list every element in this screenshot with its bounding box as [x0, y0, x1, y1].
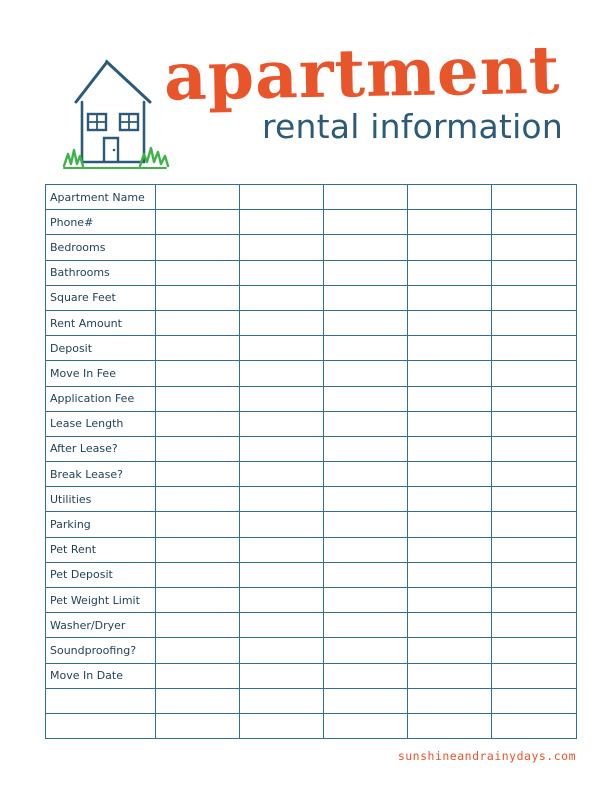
entry-cell[interactable]: [156, 638, 240, 663]
entry-cell[interactable]: [408, 361, 492, 386]
entry-cell[interactable]: [156, 613, 240, 638]
entry-cell[interactable]: [408, 235, 492, 260]
table-row: [46, 487, 577, 512]
entry-cell[interactable]: [408, 663, 492, 688]
entry-cell[interactable]: [324, 663, 408, 688]
entry-cell[interactable]: [324, 512, 408, 537]
entry-cell[interactable]: [492, 713, 577, 738]
row-label: [46, 713, 156, 738]
table-row: [46, 235, 577, 260]
entry-cell[interactable]: [240, 512, 324, 537]
row-label: Bedrooms: [46, 235, 156, 260]
entry-cell[interactable]: [408, 487, 492, 512]
entry-cell[interactable]: [324, 713, 408, 738]
entry-cell[interactable]: [324, 588, 408, 613]
row-label: Rent Amount: [46, 310, 156, 335]
table-row: [46, 462, 577, 487]
entry-cell[interactable]: [240, 562, 324, 587]
entry-cell[interactable]: [156, 310, 240, 335]
entry-cell[interactable]: [240, 386, 324, 411]
entry-cell[interactable]: [240, 462, 324, 487]
entry-cell[interactable]: [492, 386, 577, 411]
entry-cell[interactable]: [408, 588, 492, 613]
entry-cell[interactable]: [240, 185, 324, 210]
row-label: Deposit: [46, 336, 156, 361]
entry-cell[interactable]: [408, 260, 492, 285]
entry-cell[interactable]: [240, 411, 324, 436]
row-label: [46, 688, 156, 713]
entry-cell[interactable]: [156, 411, 240, 436]
row-label: Break Lease?: [46, 462, 156, 487]
table-row: [46, 713, 577, 738]
entry-cell[interactable]: [492, 310, 577, 335]
entry-cell[interactable]: [324, 436, 408, 461]
entry-cell[interactable]: [156, 487, 240, 512]
table-row: [46, 663, 577, 688]
website-footer: sunshineandrainydays.com: [397, 749, 576, 763]
entry-cell[interactable]: [324, 260, 408, 285]
entry-cell[interactable]: [324, 310, 408, 335]
entry-cell[interactable]: [492, 588, 577, 613]
entry-cell[interactable]: [492, 336, 577, 361]
entry-cell[interactable]: [240, 310, 324, 335]
entry-cell[interactable]: [492, 185, 577, 210]
entry-cell[interactable]: [408, 436, 492, 461]
table-row: [46, 310, 577, 335]
table-row: [46, 210, 577, 235]
entry-cell[interactable]: [156, 336, 240, 361]
entry-cell[interactable]: [408, 638, 492, 663]
house-icon: [62, 58, 170, 172]
entry-cell[interactable]: [156, 462, 240, 487]
entry-cell[interactable]: [324, 462, 408, 487]
entry-cell[interactable]: [240, 436, 324, 461]
table-row: [46, 436, 577, 461]
table-row: [46, 185, 577, 210]
page-subtitle: rental information: [262, 107, 563, 146]
table-row: [46, 285, 577, 310]
entry-cell[interactable]: [156, 210, 240, 235]
row-label: Washer/Dryer: [46, 613, 156, 638]
entry-cell[interactable]: [492, 436, 577, 461]
entry-cell[interactable]: [408, 462, 492, 487]
entry-cell[interactable]: [240, 361, 324, 386]
entry-cell[interactable]: [492, 512, 577, 537]
entry-cell[interactable]: [408, 613, 492, 638]
row-label: Parking: [46, 512, 156, 537]
entry-cell[interactable]: [156, 260, 240, 285]
entry-cell[interactable]: [408, 537, 492, 562]
entry-cell[interactable]: [324, 386, 408, 411]
entry-cell[interactable]: [156, 562, 240, 587]
entry-cell[interactable]: [408, 336, 492, 361]
entry-cell[interactable]: [324, 185, 408, 210]
entry-cell[interactable]: [324, 285, 408, 310]
rental-comparison-table: [45, 184, 577, 739]
entry-cell[interactable]: [156, 436, 240, 461]
entry-cell[interactable]: [240, 235, 324, 260]
row-label: Application Fee: [46, 386, 156, 411]
entry-cell[interactable]: [324, 562, 408, 587]
entry-cell[interactable]: [492, 361, 577, 386]
entry-cell[interactable]: [408, 512, 492, 537]
entry-cell[interactable]: [408, 411, 492, 436]
row-label: Bathrooms: [46, 260, 156, 285]
entry-cell[interactable]: [324, 537, 408, 562]
row-label: Utilities: [46, 487, 156, 512]
table-row: [46, 512, 577, 537]
entry-cell[interactable]: [492, 411, 577, 436]
row-label: Phone#: [46, 210, 156, 235]
entry-cell[interactable]: [156, 285, 240, 310]
row-label: Lease Length: [46, 411, 156, 436]
entry-cell[interactable]: [240, 336, 324, 361]
entry-cell[interactable]: [408, 285, 492, 310]
entry-cell[interactable]: [240, 713, 324, 738]
table-row: [46, 588, 577, 613]
entry-cell[interactable]: [408, 688, 492, 713]
row-label: Move In Date: [46, 663, 156, 688]
entry-cell[interactable]: [492, 260, 577, 285]
entry-cell[interactable]: [492, 638, 577, 663]
entry-cell[interactable]: [408, 386, 492, 411]
entry-cell[interactable]: [324, 235, 408, 260]
entry-cell[interactable]: [156, 663, 240, 688]
entry-cell[interactable]: [324, 210, 408, 235]
entry-cell[interactable]: [408, 210, 492, 235]
entry-cell[interactable]: [156, 713, 240, 738]
entry-cell[interactable]: [324, 688, 408, 713]
row-label: Move In Fee: [46, 361, 156, 386]
table-row: [46, 537, 577, 562]
table-row: [46, 386, 577, 411]
entry-cell[interactable]: [156, 537, 240, 562]
entry-cell[interactable]: [408, 185, 492, 210]
table-row: [46, 562, 577, 587]
entry-cell[interactable]: [240, 663, 324, 688]
entry-cell[interactable]: [408, 310, 492, 335]
table-row: [46, 613, 577, 638]
entry-cell[interactable]: [240, 210, 324, 235]
entry-cell[interactable]: [240, 487, 324, 512]
entry-cell[interactable]: [492, 613, 577, 638]
table-row: [46, 688, 577, 713]
entry-cell[interactable]: [156, 185, 240, 210]
entry-cell[interactable]: [492, 235, 577, 260]
row-label: Pet Rent: [46, 537, 156, 562]
table-row: [46, 336, 577, 361]
entry-cell[interactable]: [492, 562, 577, 587]
entry-cell[interactable]: [324, 638, 408, 663]
entry-cell[interactable]: [240, 638, 324, 663]
table-row: [46, 638, 577, 663]
entry-cell[interactable]: [492, 210, 577, 235]
entry-cell[interactable]: [240, 688, 324, 713]
entry-cell[interactable]: [240, 613, 324, 638]
entry-cell[interactable]: [324, 361, 408, 386]
entry-cell[interactable]: [492, 462, 577, 487]
entry-cell[interactable]: [240, 537, 324, 562]
table-row: [46, 411, 577, 436]
row-label: Pet Weight Limit: [46, 588, 156, 613]
row-label: Square Feet: [46, 285, 156, 310]
table-row: [46, 361, 577, 386]
entry-cell[interactable]: [240, 588, 324, 613]
entry-cell[interactable]: [492, 688, 577, 713]
entry-cell[interactable]: [240, 285, 324, 310]
entry-cell[interactable]: [492, 487, 577, 512]
entry-cell[interactable]: [156, 512, 240, 537]
entry-cell[interactable]: [492, 537, 577, 562]
entry-cell[interactable]: [324, 613, 408, 638]
entry-cell[interactable]: [324, 336, 408, 361]
entry-cell[interactable]: [492, 663, 577, 688]
row-label: Pet Deposit: [46, 562, 156, 587]
entry-cell[interactable]: [156, 386, 240, 411]
entry-cell[interactable]: [324, 487, 408, 512]
entry-cell[interactable]: [492, 285, 577, 310]
entry-cell[interactable]: [156, 361, 240, 386]
page-title: apartment: [163, 30, 561, 116]
entry-cell[interactable]: [240, 260, 324, 285]
row-label: After Lease?: [46, 436, 156, 461]
entry-cell[interactable]: [156, 688, 240, 713]
entry-cell[interactable]: [408, 562, 492, 587]
row-label: Apartment Name: [46, 185, 156, 210]
table-row: [46, 260, 577, 285]
row-label: Soundproofing?: [46, 638, 156, 663]
entry-cell[interactable]: [156, 588, 240, 613]
entry-cell[interactable]: [408, 713, 492, 738]
entry-cell[interactable]: [156, 235, 240, 260]
entry-cell[interactable]: [324, 411, 408, 436]
